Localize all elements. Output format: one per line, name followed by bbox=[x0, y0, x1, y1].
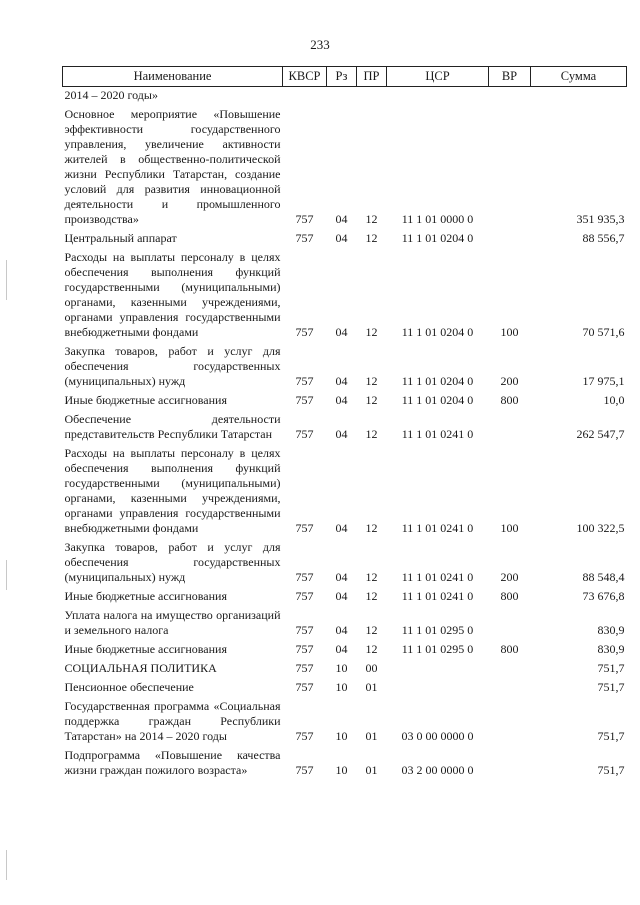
row-sum-cell: 100 322,5 bbox=[576, 521, 625, 535]
row-rz-cell: 04 bbox=[335, 374, 348, 388]
row-rz-cell: 04 bbox=[335, 623, 348, 637]
table-row bbox=[63, 537, 627, 586]
table-row bbox=[63, 104, 627, 228]
row-pr-cell: 12 bbox=[365, 325, 378, 339]
row-csr-cell: 11 1 01 0204 0 bbox=[401, 374, 474, 388]
row-name-cell: Уплата налога на имущество организаций и земельного налога bbox=[64, 608, 281, 637]
row-sum-cell: 17 975,1 bbox=[582, 374, 625, 388]
row-name-cell: Иные бюджетные ассигнования bbox=[64, 393, 227, 407]
column-header-sum: Сумма bbox=[531, 67, 627, 87]
row-name-cell: Центральный аппарат bbox=[64, 231, 177, 245]
row-kvsr-cell: 757 bbox=[295, 763, 314, 777]
row-rz-cell: 04 bbox=[335, 642, 348, 656]
row-rz-cell: 04 bbox=[335, 570, 348, 584]
row-name-cell: СОЦИАЛЬНАЯ ПОЛИТИКА bbox=[64, 661, 217, 675]
row-kvsr-cell: 757 bbox=[295, 374, 314, 388]
row-rz-cell: 04 bbox=[335, 325, 348, 339]
row-csr-cell: 11 1 01 0241 0 bbox=[401, 570, 474, 584]
table-row bbox=[63, 677, 627, 696]
row-kvsr-cell: 757 bbox=[295, 642, 314, 656]
row-name-cell: Закупка товаров, работ и услуг для обеспечения государственных (муниципальных) нужд bbox=[64, 344, 281, 388]
row-name-cell: Расходы на выплаты персоналу в целях обеспечения выполнения функций государственными (муниципальными) органами, казенными учреждениями, органами управления государственными внебюджетными фондами bbox=[64, 250, 281, 339]
table-row bbox=[63, 696, 627, 745]
page-number: 233 bbox=[310, 37, 330, 52]
row-sum-cell: 70 571,6 bbox=[582, 325, 625, 339]
row-pr-cell: 00 bbox=[365, 661, 378, 675]
row-vr-cell bbox=[489, 696, 531, 745]
row-rz-cell: 04 bbox=[335, 212, 348, 226]
row-pr-cell: 12 bbox=[365, 570, 378, 584]
row-kvsr-cell: 757 bbox=[295, 570, 314, 584]
table-row bbox=[63, 409, 627, 443]
row-csr-cell: 11 1 01 0000 0 bbox=[401, 212, 474, 226]
table-row bbox=[63, 658, 627, 677]
row-kvsr-cell: 757 bbox=[295, 521, 314, 535]
row-csr-cell: 03 2 00 0000 0 bbox=[401, 763, 474, 777]
table-row bbox=[63, 639, 627, 658]
column-header-rz: Рз bbox=[327, 67, 357, 87]
column-header-vr: ВР bbox=[489, 67, 531, 87]
row-vr-cell bbox=[489, 677, 531, 696]
row-vr-cell: 800 bbox=[500, 393, 519, 407]
row-sum-cell: 73 676,8 bbox=[582, 589, 625, 603]
row-sum-cell: 88 556,7 bbox=[582, 231, 625, 245]
row-vr-cell: 100 bbox=[500, 325, 519, 339]
row-name-cell: Основное мероприятие «Повышение эффективности государственного управления, увеличение активности жителей в общественно-политической жизни Республики Татарстан, создание условий для развития инновационной деятельности и промышленного производства» bbox=[64, 107, 281, 226]
row-kvsr-cell: 757 bbox=[295, 661, 314, 675]
row-kvsr-cell: 757 bbox=[295, 212, 314, 226]
continued-heading-row bbox=[63, 87, 627, 105]
row-csr-cell: 11 1 01 0204 0 bbox=[401, 231, 474, 245]
table-body bbox=[63, 87, 627, 780]
row-kvsr-cell: 757 bbox=[295, 231, 314, 245]
row-kvsr-cell: 757 bbox=[295, 325, 314, 339]
column-header-pr: ПР bbox=[357, 67, 387, 87]
table-row bbox=[63, 341, 627, 390]
budget-table bbox=[62, 66, 627, 779]
table-row bbox=[63, 586, 627, 605]
row-pr-cell: 12 bbox=[365, 589, 378, 603]
row-pr-cell: 12 bbox=[365, 212, 378, 226]
row-csr-cell: 11 1 01 0241 0 bbox=[401, 427, 474, 441]
row-sum-cell: 751,7 bbox=[597, 661, 625, 675]
table-row bbox=[63, 745, 627, 779]
row-csr-cell bbox=[387, 658, 489, 677]
row-pr-cell: 12 bbox=[365, 231, 378, 245]
row-vr-cell: 200 bbox=[500, 374, 519, 388]
row-kvsr-cell: 757 bbox=[295, 589, 314, 603]
row-sum-cell: 10,0 bbox=[603, 393, 625, 407]
row-rz-cell: 10 bbox=[335, 729, 348, 743]
table-row bbox=[63, 390, 627, 409]
row-sum-cell: 88 548,4 bbox=[582, 570, 625, 584]
row-rz-cell: 10 bbox=[335, 661, 348, 675]
row-csr-cell: 11 1 01 0241 0 bbox=[401, 521, 474, 535]
row-sum-cell: 830,9 bbox=[597, 623, 625, 637]
row-vr-cell: 200 bbox=[500, 570, 519, 584]
row-csr-cell: 11 1 01 0241 0 bbox=[401, 589, 474, 603]
row-sum-cell: 751,7 bbox=[597, 729, 625, 743]
row-name-cell: Расходы на выплаты персоналу в целях обеспечения выполнения функций государственными (муниципальными) органами, казенными учреждениями, органами управления государственными внебюджетными фондами bbox=[64, 446, 281, 535]
table-row bbox=[63, 443, 627, 537]
row-pr-cell: 12 bbox=[365, 393, 378, 407]
row-pr-cell: 12 bbox=[365, 642, 378, 656]
row-kvsr-cell: 757 bbox=[295, 393, 314, 407]
row-vr-cell: 800 bbox=[500, 589, 519, 603]
row-vr-cell bbox=[489, 745, 531, 779]
row-rz-cell: 04 bbox=[335, 231, 348, 245]
table-header bbox=[63, 67, 627, 87]
row-vr-cell bbox=[489, 605, 531, 639]
table-row bbox=[63, 228, 627, 247]
row-name-cell: Иные бюджетные ассигнования bbox=[64, 642, 227, 656]
row-pr-cell: 12 bbox=[365, 623, 378, 637]
row-csr-cell: 11 1 01 0204 0 bbox=[401, 393, 474, 407]
row-vr-cell bbox=[489, 228, 531, 247]
row-rz-cell: 04 bbox=[335, 393, 348, 407]
row-name-cell: Закупка товаров, работ и услуг для обеспечения государственных (муниципальных) нужд bbox=[64, 540, 281, 584]
row-pr-cell: 01 bbox=[365, 680, 378, 694]
row-vr-cell: 100 bbox=[500, 521, 519, 535]
row-pr-cell: 01 bbox=[365, 729, 378, 743]
row-csr-cell: 03 0 00 0000 0 bbox=[401, 729, 474, 743]
column-header-name: Наименование bbox=[63, 67, 283, 87]
scan-artifact bbox=[6, 850, 7, 880]
table-row bbox=[63, 247, 627, 341]
scan-artifact bbox=[6, 260, 7, 300]
row-sum-cell: 262 547,7 bbox=[576, 427, 625, 441]
row-kvsr-cell: 757 bbox=[295, 729, 314, 743]
row-csr-cell: 11 1 01 0295 0 bbox=[401, 623, 474, 637]
row-rz-cell: 04 bbox=[335, 427, 348, 441]
row-vr-cell bbox=[489, 104, 531, 228]
row-sum-cell: 751,7 bbox=[597, 763, 625, 777]
row-sum-cell: 751,7 bbox=[597, 680, 625, 694]
row-sum-cell: 830,9 bbox=[597, 642, 625, 656]
row-pr-cell: 12 bbox=[365, 374, 378, 388]
table-row bbox=[63, 605, 627, 639]
continued-heading: 2014 – 2020 годы» bbox=[64, 88, 158, 102]
row-pr-cell: 12 bbox=[365, 427, 378, 441]
row-rz-cell: 04 bbox=[335, 521, 348, 535]
row-rz-cell: 04 bbox=[335, 589, 348, 603]
row-vr-cell bbox=[489, 409, 531, 443]
row-sum-cell: 351 935,3 bbox=[576, 212, 625, 226]
row-csr-cell bbox=[387, 677, 489, 696]
row-csr-cell: 11 1 01 0204 0 bbox=[401, 325, 474, 339]
row-rz-cell: 10 bbox=[335, 680, 348, 694]
row-pr-cell: 12 bbox=[365, 521, 378, 535]
row-name-cell: Обеспечение деятельности представительств Республики Татарстан bbox=[64, 412, 281, 441]
row-name-cell: Подпрограмма «Повышение качества жизни граждан пожилого возраста» bbox=[64, 748, 281, 777]
row-pr-cell: 01 bbox=[365, 763, 378, 777]
row-vr-cell bbox=[489, 658, 531, 677]
column-header-csr: ЦСР bbox=[387, 67, 489, 87]
row-vr-cell: 800 bbox=[500, 642, 519, 656]
row-csr-cell: 11 1 01 0295 0 bbox=[401, 642, 474, 656]
row-name-cell: Иные бюджетные ассигнования bbox=[64, 589, 227, 603]
row-name-cell: Пенсионное обеспечение bbox=[64, 680, 194, 694]
row-kvsr-cell: 757 bbox=[295, 623, 314, 637]
scan-artifact bbox=[6, 560, 7, 590]
row-kvsr-cell: 757 bbox=[295, 680, 314, 694]
column-header-kvsr: КВСР bbox=[283, 67, 327, 87]
row-rz-cell: 10 bbox=[335, 763, 348, 777]
row-name-cell: Государственная программа «Социальная поддержка граждан Республики Татарстан» на 2014 – 2020 годы bbox=[64, 699, 281, 743]
row-kvsr-cell: 757 bbox=[295, 427, 314, 441]
